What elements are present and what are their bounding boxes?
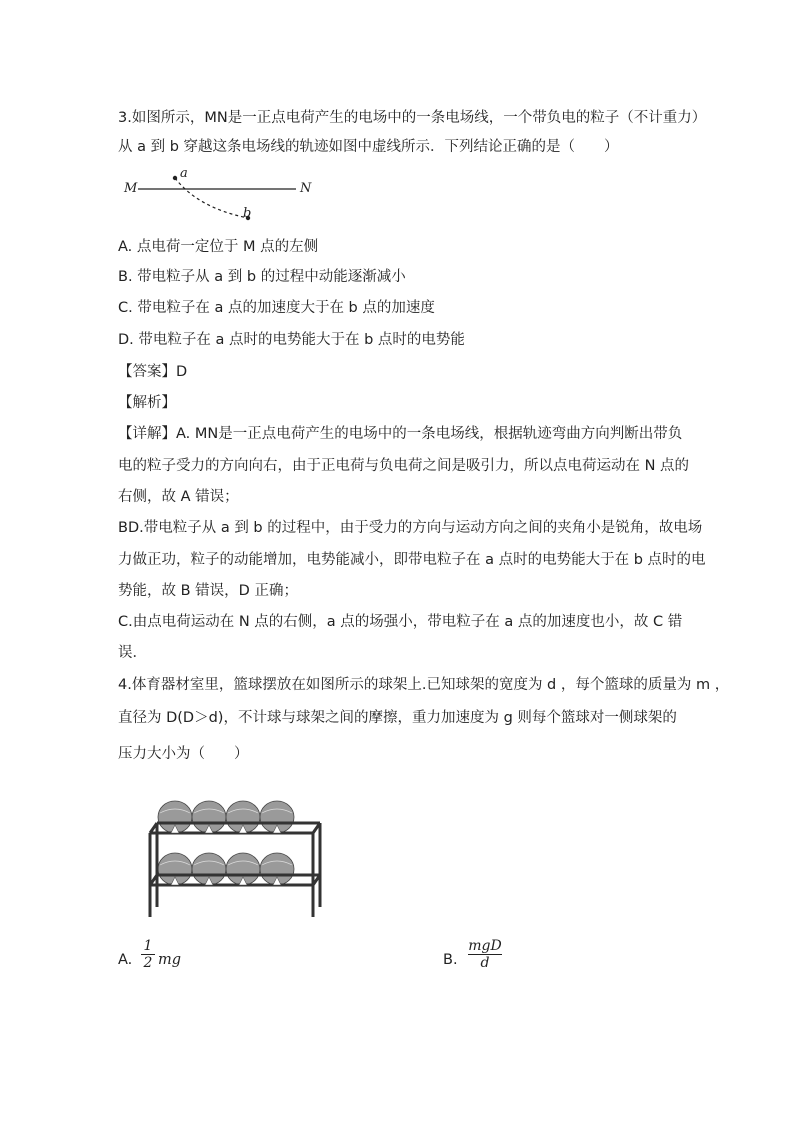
q3-explanation-line: 电的粒子受力的方向向右，由于正电荷与负电荷之间是吸引力，所以点电荷运动在 N 点的 — [118, 458, 690, 474]
q3-option-d: D. 带电粒子在 a 点时的电势能大于在 b 点时的电势能 — [118, 332, 465, 348]
lower-balls — [158, 853, 294, 885]
point-a — [173, 176, 177, 180]
q3-answer: 【答案】D — [118, 364, 188, 380]
ball-rack-figure — [135, 795, 325, 925]
q3-explanation-line: 右侧，故 A 错误； — [118, 489, 239, 505]
q3-option-b: B. 带电粒子从 a 到 b 的过程中动能逐渐减小 — [118, 269, 406, 285]
q4-stem-line3: 压力大小为（ ） — [118, 746, 249, 762]
q3-explanation-line: 力做正功，粒子的动能增加，电势能减小，即带电粒子在 a 点时的电势能大于在 b 点时的电 — [118, 552, 706, 568]
q4-option-b-fraction — [468, 938, 502, 971]
label-b: b — [243, 206, 252, 221]
q3-explanation-line: 势能，故 B 错误，D 正确； — [118, 583, 298, 599]
q4-option-b-label: B. — [443, 952, 458, 968]
fraction-denominator: 2 — [141, 954, 155, 971]
label-n: N — [300, 181, 312, 196]
q3-field-line-figure — [118, 168, 338, 228]
label-m: M — [124, 181, 138, 196]
q3-option-a: A. 点电荷一定位于 M 点的左侧 — [118, 239, 319, 255]
q3-explanation-line: 误． — [118, 645, 147, 661]
fraction-numerator: 1 — [143, 938, 153, 954]
label-a: a — [180, 166, 188, 181]
fraction-denominator: d — [468, 954, 502, 971]
q4-stem-line1: 4.体育器材室里，篮球摆放在如图所示的球架上.已知球架的宽度为 d ，每个篮球的质量为 m ， — [118, 677, 730, 693]
q3-explanation-line: 【详解】A. MN是一正点电荷产生的电场中的一条电场线，根据轨迹弯曲方向判断出带负 — [118, 426, 683, 442]
q3-explanation-line: BD.带电粒子从 a 到 b 的过程中，由于受力的方向与运动方向之间的夹角小是锐角，故电场 — [118, 520, 703, 536]
upper-balls — [158, 801, 294, 833]
q3-stem-line1: 3.如图所示，MN是一正点电荷产生的电场中的一条电场线，一个带负电的粒子（不计重力） — [118, 110, 707, 126]
q4-option-a-label: A. — [118, 952, 133, 968]
q3-option-c: C. 带电粒子在 a 点的加速度大于在 b 点的加速度 — [118, 300, 435, 316]
trajectory-dashed — [175, 178, 248, 218]
q3-explanation-line: C.由点电荷运动在 N 点的右侧，a 点的场强小，带电粒子在 a 点的加速度也小，故 C 错 — [118, 614, 683, 630]
fraction-numerator: mgD — [468, 938, 502, 954]
q4-stem-line2: 直径为 D(D＞d)，不计球与球架之间的摩擦，重力加速度为 g 则每个篮球对一侧球架的 — [118, 710, 677, 726]
q3-stem-line2: 从 a 到 b 穿越这条电场线的轨迹如图中虚线所示．下列结论正确的是（ ） — [118, 139, 619, 155]
q3-analysis-title: 【解析】 — [118, 395, 176, 411]
q4-option-a-tail: mg — [158, 952, 182, 968]
q4-option-a-fraction — [141, 938, 155, 971]
